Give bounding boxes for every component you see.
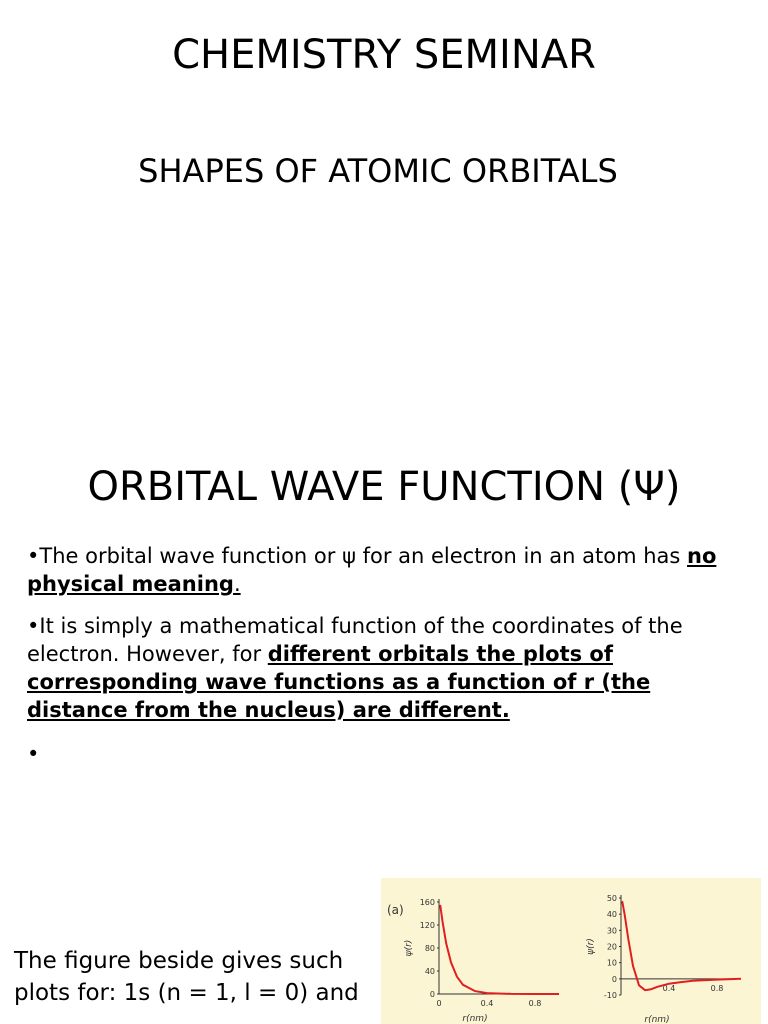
y-tick-label: 40: [424, 967, 435, 976]
panel-label: (a): [387, 903, 404, 917]
bullet-marker: •: [27, 742, 40, 766]
y-tick-label: 40: [606, 910, 617, 920]
wave-function-figure: [381, 878, 761, 1024]
y-tick-label: 50: [606, 894, 617, 903]
y-tick-label: 10: [606, 958, 617, 968]
x-axis-label: r(nm): [462, 1014, 488, 1024]
y-tick-label: 120: [419, 921, 435, 930]
y-axis-label: ψ(r): [404, 939, 414, 957]
bullet-marker: •: [27, 544, 40, 568]
y-axis-label: ψ(r): [586, 938, 596, 955]
x-tick-label: 0: [436, 999, 442, 1008]
series-line: [440, 905, 559, 994]
y-tick-label: 80: [424, 944, 435, 953]
series-line: [622, 901, 741, 990]
bullet-emphasis: no physical meaning: [27, 544, 717, 596]
y-tick-label: -10: [603, 991, 617, 1000]
figure-caption-paragraph: The figure beside gives such plots for: 1s (n = 1, l = 0) and: [14, 948, 359, 1006]
y-tick-label: 160: [419, 898, 435, 907]
slide-title: CHEMISTRY SEMINAR: [172, 32, 596, 78]
bullet-text: The orbital wave function or ψ for an electron in an atom has: [39, 544, 688, 568]
bullet-text: It is simply a mathematical function of the coordinates of the electron. However, for: [27, 614, 683, 666]
y-tick-label: 30: [606, 926, 617, 936]
x-tick-label: 0.8: [710, 983, 724, 993]
x-axis-label: r(nm): [644, 1015, 670, 1024]
bullet-tail: .: [233, 572, 241, 596]
bullet-item: [27, 542, 727, 598]
bullet-item-empty: [27, 740, 727, 768]
wave-function-plots: [381, 878, 761, 1024]
y-tick-label: 0: [611, 974, 617, 984]
y-tick-label: 20: [606, 942, 617, 952]
bullet-emphasis: different orbitals the plots of corresponding wave functions as a function of r (the distance from the nucleus) are different.: [27, 642, 651, 722]
slide-subtitle: SHAPES OF ATOMIC ORBITALS: [138, 152, 618, 190]
section-heading: ORBITAL WAVE FUNCTION (Ψ): [87, 464, 681, 510]
bullet-marker: •: [27, 614, 40, 638]
x-tick-label: 0.4: [662, 983, 676, 993]
y-tick-label: 0: [429, 990, 435, 999]
x-tick-label: 0.4: [480, 999, 494, 1008]
x-tick-label: 0.8: [528, 999, 542, 1008]
bullet-item: [27, 612, 727, 724]
